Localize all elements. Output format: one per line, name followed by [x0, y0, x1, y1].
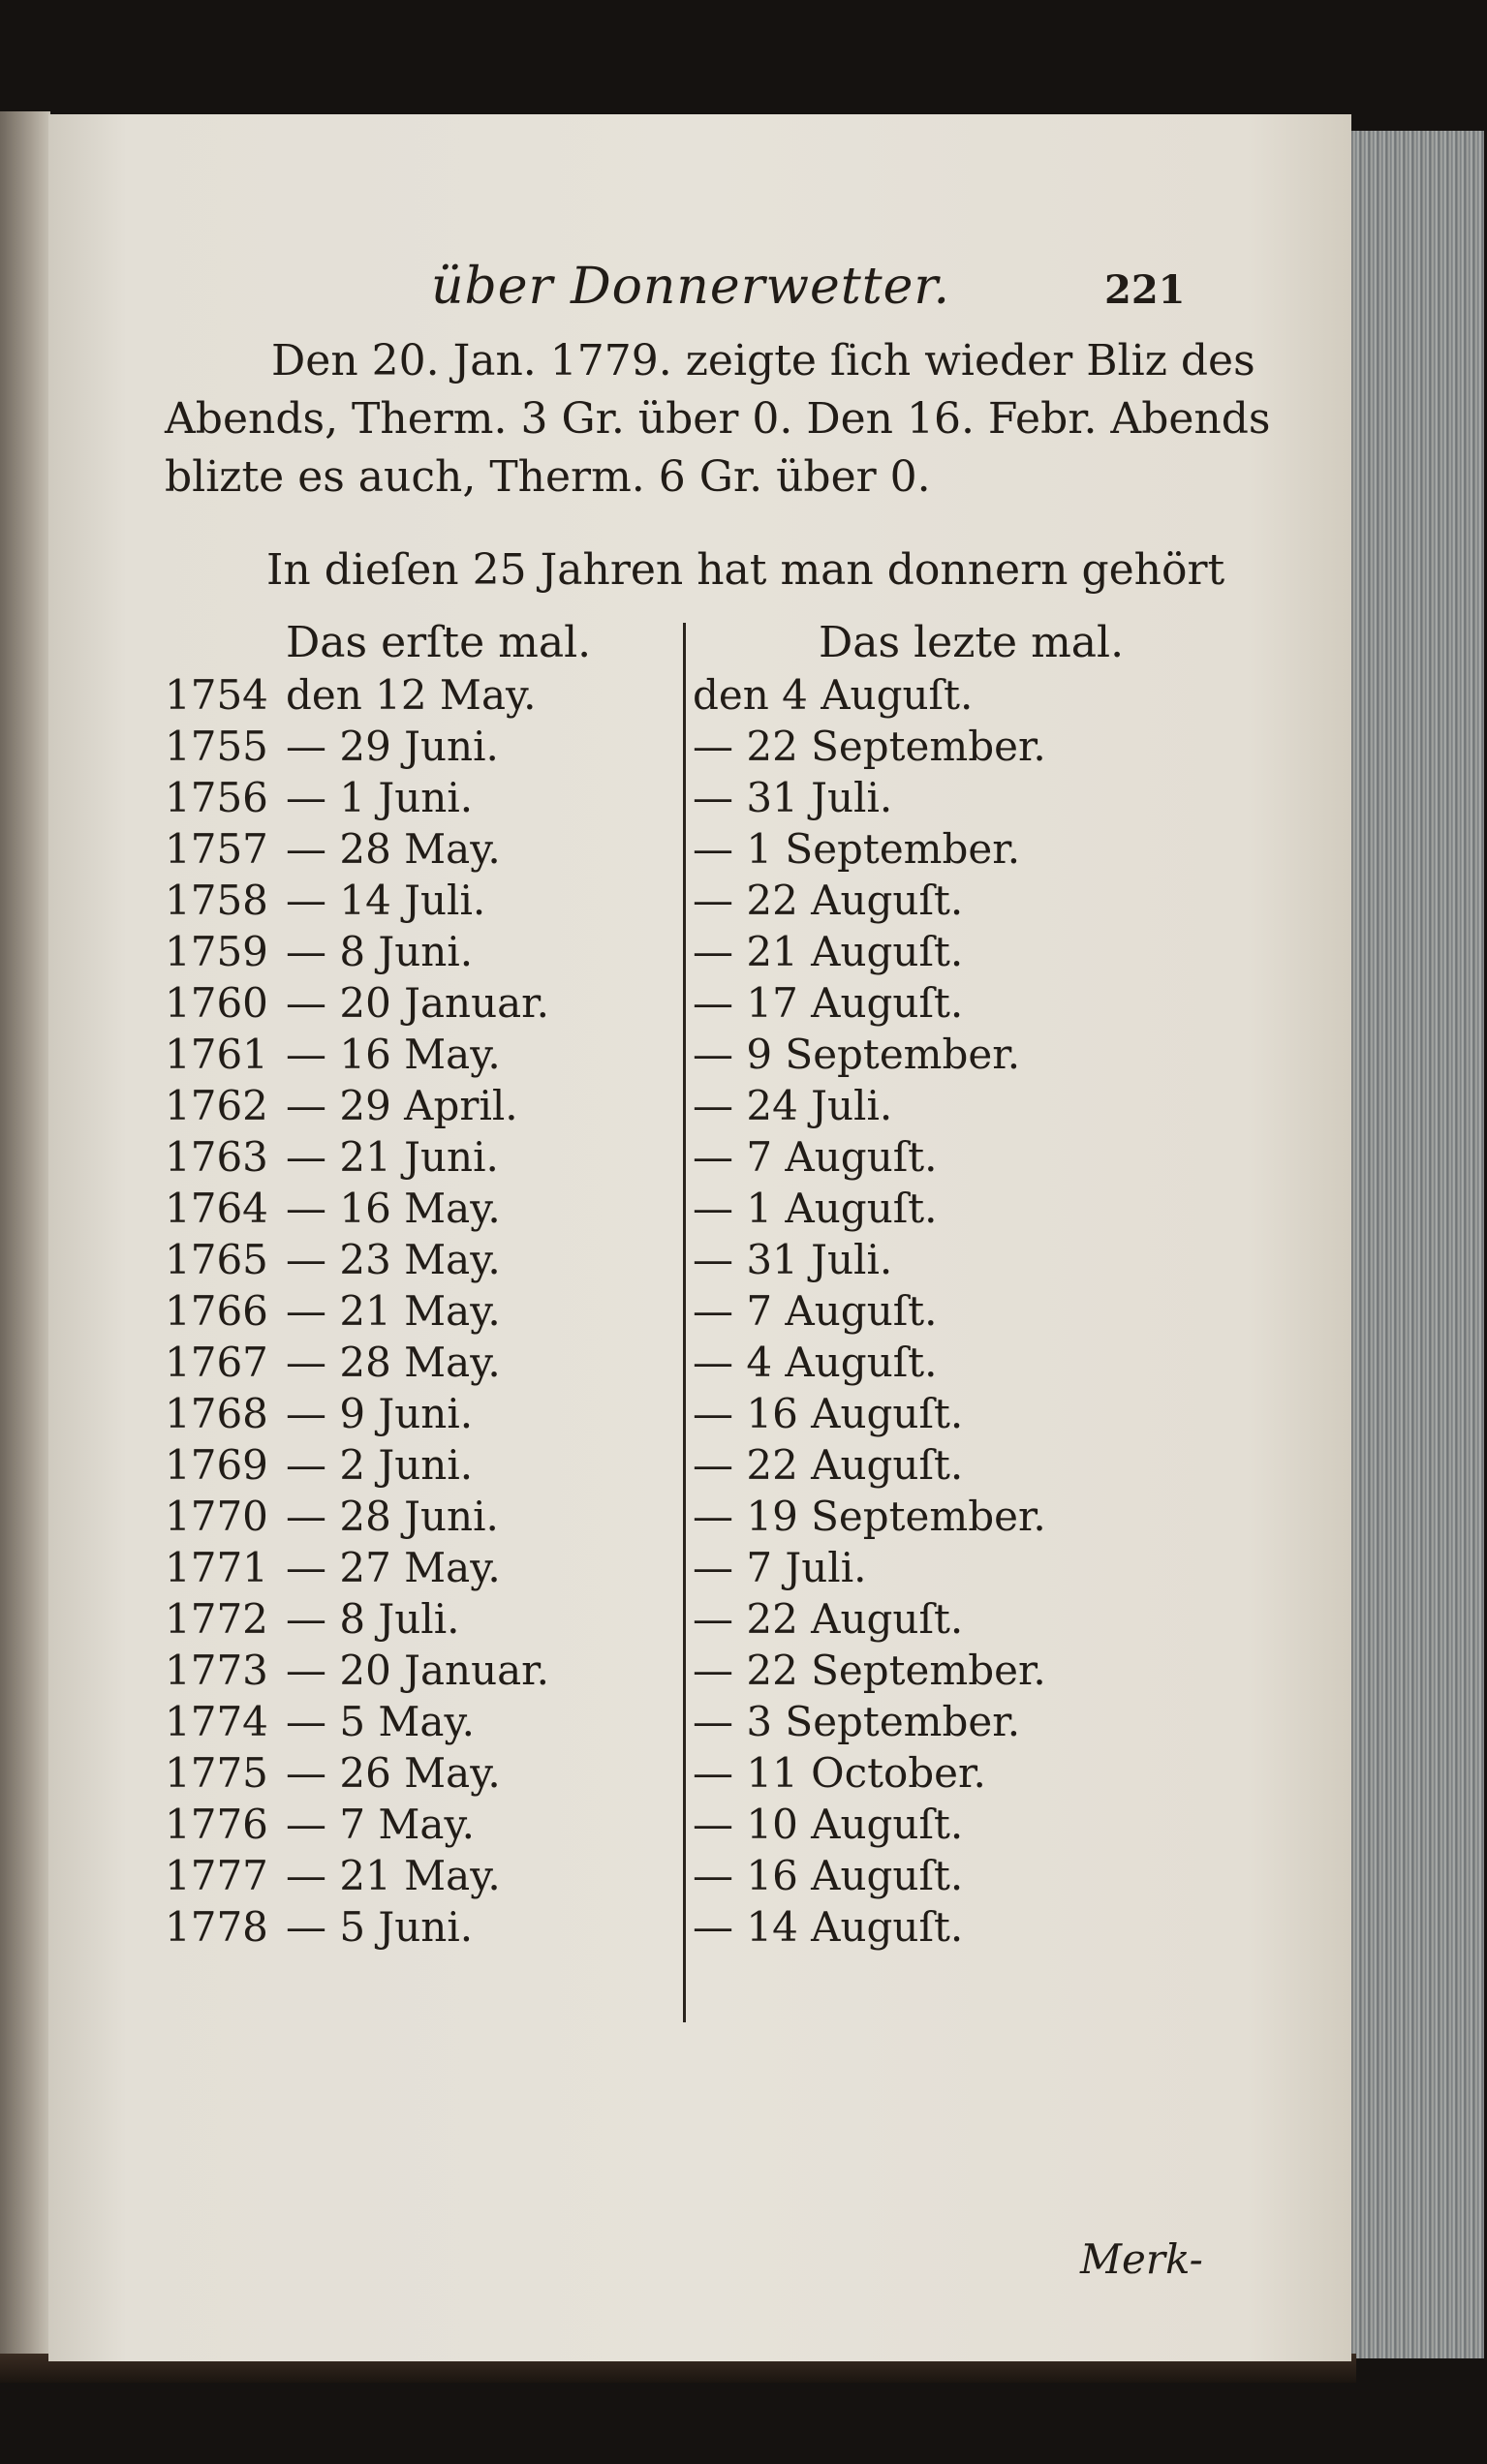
paragraph-line: blizte es auch, Therm. 6 Gr. über 0.: [165, 452, 931, 502]
catchword: Merk-: [1080, 2235, 1203, 2283]
thunder-table: [165, 671, 1230, 1955]
book-fore-edge: [1339, 131, 1484, 2358]
table-row: [165, 1801, 1230, 1852]
row-first-date: — 21 May.: [286, 1852, 501, 1899]
paragraph-line: Abends, Therm. 3 Gr. über 0. Den 16. Febr. Abends: [165, 394, 1271, 444]
table-row: [165, 1185, 1230, 1236]
row-year: 1759: [165, 928, 268, 975]
row-last-date: — 16 Auguſt.: [693, 1852, 964, 1899]
row-first-date: — 5 Juni.: [286, 1903, 474, 1951]
row-last-date: — 1 Auguſt.: [693, 1185, 938, 1232]
row-year: 1778: [165, 1903, 268, 1951]
column-header-first: Das erſte mal.: [286, 618, 592, 667]
table-row: [165, 1852, 1230, 1903]
table-heading: In dieſen 25 Jahren hat man donnern gehört: [266, 545, 1225, 595]
row-year: 1757: [165, 825, 268, 873]
row-first-date: — 21 Juni.: [286, 1133, 499, 1181]
left-page-edge: [0, 111, 50, 2368]
table-row: [165, 1595, 1230, 1647]
row-first-date: — 8 Juli.: [286, 1595, 460, 1643]
table-row: [165, 1390, 1230, 1441]
row-year: 1758: [165, 877, 268, 924]
table-row: [165, 1441, 1230, 1493]
row-first-date: — 27 May.: [286, 1544, 501, 1591]
page-number: 221: [1104, 267, 1186, 313]
row-first-date: — 2 Juni.: [286, 1441, 474, 1489]
row-year: 1754: [165, 671, 268, 719]
row-year: 1763: [165, 1133, 268, 1181]
row-last-date: — 19 September.: [693, 1493, 1046, 1540]
table-row: [165, 1082, 1230, 1133]
row-last-date: — 11 October.: [693, 1749, 986, 1797]
row-year: 1769: [165, 1441, 268, 1489]
row-year: 1760: [165, 979, 268, 1027]
row-last-date: — 16 Auguſt.: [693, 1390, 964, 1437]
row-last-date: — 10 Auguſt.: [693, 1801, 964, 1848]
table-row: [165, 1339, 1230, 1390]
row-first-date: — 26 May.: [286, 1749, 501, 1797]
row-first-date: — 28 May.: [286, 1339, 501, 1386]
row-year: 1766: [165, 1287, 268, 1335]
row-last-date: — 22 Auguſt.: [693, 877, 964, 924]
row-year: 1762: [165, 1082, 268, 1129]
row-year: 1772: [165, 1595, 268, 1643]
row-year: 1761: [165, 1031, 268, 1078]
row-last-date: — 1 September.: [693, 825, 1021, 873]
row-first-date: — 23 May.: [286, 1236, 501, 1283]
row-year: 1770: [165, 1493, 268, 1540]
table-row: [165, 723, 1230, 774]
row-first-date: — 28 May.: [286, 825, 501, 873]
table-row: [165, 1236, 1230, 1287]
row-first-date: — 20 Januar.: [286, 1647, 549, 1694]
table-row: [165, 774, 1230, 825]
row-year: 1775: [165, 1749, 268, 1797]
row-first-date: — 20 Januar.: [286, 979, 549, 1027]
table-row: [165, 1749, 1230, 1801]
row-last-date: — 7 Auguſt.: [693, 1133, 938, 1181]
table-row: [165, 1031, 1230, 1082]
row-last-date: den 4 Auguſt.: [693, 671, 974, 719]
row-last-date: — 31 Juli.: [693, 774, 893, 821]
row-first-date: — 7 May.: [286, 1801, 475, 1848]
row-first-date: — 21 May.: [286, 1287, 501, 1335]
row-last-date: — 21 Auguſt.: [693, 928, 964, 975]
row-last-date: — 7 Auguſt.: [693, 1287, 938, 1335]
table-row: [165, 1698, 1230, 1749]
table-row: [165, 877, 1230, 928]
row-year: 1768: [165, 1390, 268, 1437]
row-first-date: — 14 Juli.: [286, 877, 486, 924]
row-first-date: den 12 May.: [286, 671, 537, 719]
table-row: [165, 979, 1230, 1031]
table-row: [165, 1133, 1230, 1185]
row-year: 1773: [165, 1647, 268, 1694]
table-row: [165, 825, 1230, 877]
table-row: [165, 1287, 1230, 1339]
row-year: 1755: [165, 723, 268, 770]
row-first-date: — 5 May.: [286, 1698, 475, 1745]
row-first-date: — 29 Juni.: [286, 723, 499, 770]
row-last-date: — 22 Auguſt.: [693, 1595, 964, 1643]
row-last-date: — 9 September.: [693, 1031, 1021, 1078]
page-header: [48, 250, 1351, 327]
row-last-date: — 22 Auguſt.: [693, 1441, 964, 1489]
table-row: [165, 671, 1230, 723]
row-year: 1776: [165, 1801, 268, 1848]
row-last-date: — 4 Auguſt.: [693, 1339, 938, 1386]
row-year: 1774: [165, 1698, 268, 1745]
running-head: über Donnerwetter.: [431, 258, 951, 316]
row-first-date: — 16 May.: [286, 1185, 501, 1232]
row-last-date: — 31 Juli.: [693, 1236, 893, 1283]
row-year: 1771: [165, 1544, 268, 1591]
row-year: 1765: [165, 1236, 268, 1283]
row-year: 1767: [165, 1339, 268, 1386]
row-first-date: — 9 Juni.: [286, 1390, 474, 1437]
row-last-date: — 3 September.: [693, 1698, 1021, 1745]
row-last-date: — 24 Juli.: [693, 1082, 893, 1129]
row-year: 1764: [165, 1185, 268, 1232]
row-first-date: — 1 Juni.: [286, 774, 474, 821]
row-last-date: — 17 Auguſt.: [693, 979, 964, 1027]
book-page: [48, 114, 1351, 2361]
row-first-date: — 28 Juni.: [286, 1493, 499, 1540]
column-header-last: Das lezte mal.: [819, 618, 1125, 667]
table-row: [165, 1544, 1230, 1595]
row-last-date: — 14 Auguſt.: [693, 1903, 964, 1951]
intro-paragraph: [165, 332, 1269, 507]
row-first-date: — 8 Juni.: [286, 928, 474, 975]
row-first-date: — 29 April.: [286, 1082, 518, 1129]
row-first-date: — 16 May.: [286, 1031, 501, 1078]
row-year: 1756: [165, 774, 268, 821]
table-row: [165, 1647, 1230, 1698]
table-row: [165, 928, 1230, 979]
table-row: [165, 1903, 1230, 1955]
row-last-date: — 7 Juli.: [693, 1544, 867, 1591]
table-row: [165, 1493, 1230, 1544]
row-year: 1777: [165, 1852, 268, 1899]
row-last-date: — 22 September.: [693, 1647, 1046, 1694]
row-last-date: — 22 September.: [693, 723, 1046, 770]
paragraph-line: Den 20. Jan. 1779. zeigte ſich wieder Bliz des: [271, 336, 1255, 385]
